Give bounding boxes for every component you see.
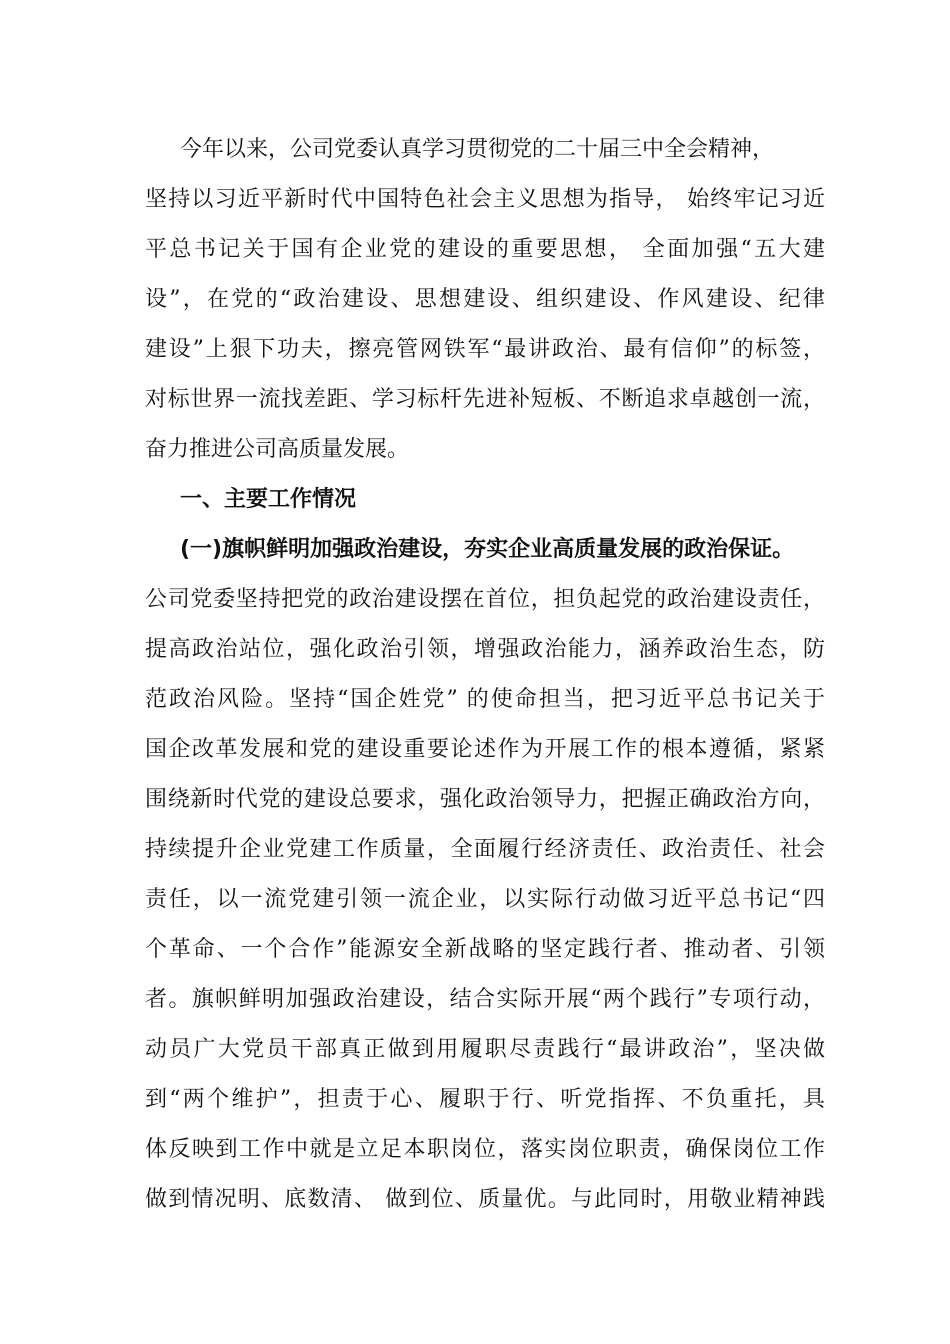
body-line-9: 者。旗帜鲜明加强政治建设，结合实际开展“两个践行”专项行动，	[145, 987, 825, 1012]
body-line-6: 持续提升企业党建工作质量，全面履行经济责任、政治责任、社会	[145, 837, 825, 862]
body-line-3: 范政治风险。坚持“国企姓党” 的使命担当，把习近平总书记关于	[145, 687, 825, 712]
body-line-5: 围绕新时代党的建设总要求，强化政治领导力，把握正确政治方向，	[145, 787, 825, 812]
intro-line-3: 平总书记关于国有企业党的建设的重要思想， 全面加强“五大建	[145, 237, 825, 262]
section-heading: 一、主要工作情况	[180, 487, 357, 512]
intro-line-7: 奋力推进公司高质量发展。	[145, 437, 410, 462]
body-line-8: 个革命、一个合作”能源安全新战略的坚定践行者、推动者、引领	[145, 937, 825, 962]
body-line-11: 到“两个维护”，担责于心、履职于行、听党指挥、不负重托，具	[145, 1087, 825, 1112]
intro-line-5: 建设”上狠下功夫，擦亮管网铁军“最讲政治、最有信仰”的标签，	[145, 337, 825, 362]
intro-line-2: 坚持以习近平新时代中国特色社会主义思想为指导， 始终牢记习近	[145, 187, 825, 212]
body-line-2: 提高政治站位，强化政治引领，增强政治能力，涵养政治生态，防	[145, 637, 825, 662]
intro-line-6: 对标世界一流找差距、学习标杆先进补短板、不断追求卓越创一流，	[145, 387, 825, 412]
intro-line-4: 设”，在党的“政治建设、思想建设、组织建设、作风建设、纪律	[145, 287, 825, 312]
body-line-7: 责任，以一流党建引领一流企业，以实际行动做习近平总书记“四	[145, 887, 825, 912]
subsection-heading: (一)旗帜鲜明加强政治建设，夯实企业高质量发展的政治保证。	[180, 537, 795, 562]
body-line-12: 体反映到工作中就是立足本职岗位，落实岗位职责，确保岗位工作	[145, 1137, 825, 1162]
body-line-13: 做到情况明、底数清、 做到位、质量优。与此同时，用敬业精神践	[145, 1187, 825, 1212]
body-line-4: 国企改革发展和党的建设重要论述作为开展工作的根本遵循，紧紧	[145, 737, 825, 762]
body-line-1: 公司党委坚持把党的政治建设摆在首位，担负起党的政治建设责任，	[145, 587, 825, 612]
intro-line-1: 今年以来，公司党委认真学习贯彻党的二十届三中全会精神，	[180, 137, 775, 162]
body-line-10: 动员广大党员干部真正做到用履职尽责践行“最讲政治”，坚决做	[145, 1037, 825, 1062]
